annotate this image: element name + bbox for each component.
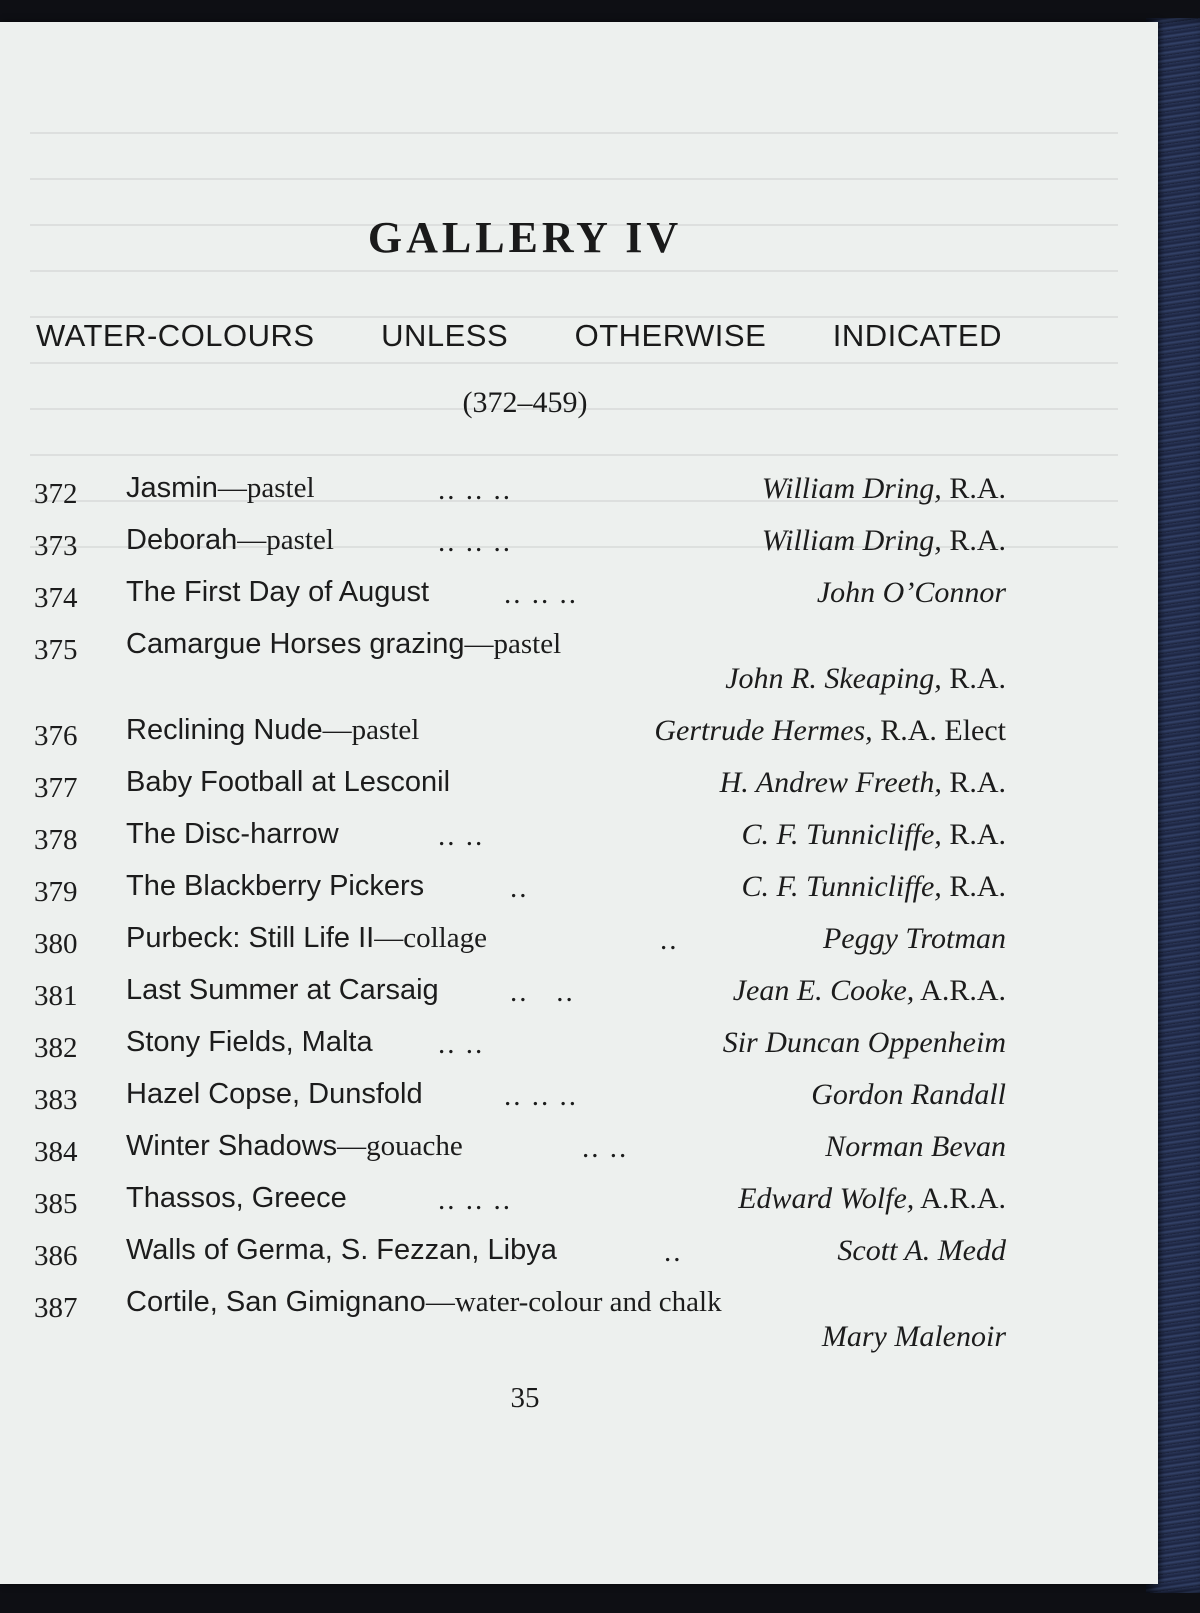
- entry-medium: —pastel: [464, 628, 562, 660]
- entry-number: 382: [34, 1032, 78, 1064]
- entry-artist: William Dring, R.A.: [761, 472, 1006, 505]
- leader-dots: .. .. ..: [438, 526, 512, 558]
- entry-artist: Scott A. Medd: [837, 1234, 1006, 1267]
- leader-dots: .. .. ..: [438, 1184, 512, 1216]
- entry-artist: C. F. Tunnicliffe, R.A.: [741, 818, 1006, 851]
- entry-artist: John O’Connor: [816, 576, 1006, 609]
- entry-title: Cortile, San Gimignano—water-colour and chalk: [126, 1286, 722, 1318]
- catalogue-entry: [34, 1282, 1006, 1368]
- catalogue-entry: [34, 970, 1006, 1022]
- entry-artist: Sir Duncan Oppenheim: [722, 1026, 1006, 1059]
- leader-dots: .. .. ..: [438, 474, 512, 506]
- entry-number: 387: [34, 1292, 78, 1324]
- entry-title: Hazel Copse, Dunsfold: [126, 1078, 423, 1110]
- entry-title: Stony Fields, Malta: [126, 1026, 373, 1058]
- entry-title: Jasmin—pastel: [126, 472, 315, 504]
- entry-title: Walls of Germa, S. Fezzan, Libya: [126, 1234, 557, 1266]
- leader-dots: ..: [510, 872, 529, 904]
- gallery-title: GALLERY IV: [367, 213, 683, 262]
- entry-title: Last Summer at Carsaig: [126, 974, 439, 1006]
- catalogue-entry: [34, 1074, 1006, 1126]
- entry-number: 385: [34, 1188, 78, 1220]
- entry-title: Reclining Nude—pastel: [126, 714, 420, 746]
- catalogue-entry: [34, 624, 1006, 710]
- catalogue-range: (372–459): [462, 386, 588, 419]
- entry-artist: Norman Bevan: [825, 1130, 1006, 1163]
- entry-artist: William Dring, R.A.: [761, 524, 1006, 557]
- entry-title: The Disc-harrow: [126, 818, 339, 850]
- entry-title: Camargue Horses grazing—pastel: [126, 628, 562, 660]
- entry-medium: —pastel: [217, 472, 315, 504]
- catalogue-entry: [34, 814, 1006, 866]
- leader-dots: .. ..: [510, 976, 575, 1008]
- entry-artist: Jean E. Cooke, A.R.A.: [732, 974, 1006, 1007]
- entry-title: Deborah—pastel: [126, 524, 334, 556]
- leader-dots: .. ..: [438, 820, 485, 852]
- entry-artist: H. Andrew Freeth, R.A.: [719, 766, 1006, 799]
- section-subtitle: WATER-COLOURS UNLESS OTHERWISE INDICATED: [36, 318, 1002, 353]
- entry-number: 380: [34, 928, 78, 960]
- entry-number: 373: [34, 530, 78, 562]
- entry-title: Thassos, Greece: [126, 1182, 347, 1214]
- entry-number: 378: [34, 824, 78, 856]
- entry-number: 374: [34, 582, 78, 614]
- catalogue-entry: [34, 918, 1006, 970]
- catalogue-entry: [34, 762, 1006, 814]
- entry-artist: Edward Wolfe, A.R.A.: [738, 1182, 1006, 1215]
- entry-medium: —gouache: [337, 1130, 463, 1162]
- catalogue-entry: [34, 710, 1006, 762]
- entry-number: 377: [34, 772, 78, 804]
- entry-number: 376: [34, 720, 78, 752]
- entry-artist: Mary Malenoir: [821, 1320, 1006, 1353]
- entry-artist: Gertrude Hermes, R.A. Elect: [654, 714, 1006, 747]
- entry-number: 372: [34, 478, 78, 510]
- entry-title: The Blackberry Pickers: [126, 870, 425, 902]
- entry-medium: —pastel: [237, 524, 334, 556]
- entry-title: Baby Football at Lesconil: [126, 766, 451, 798]
- entry-artist: John R. Skeaping, R.A.: [725, 662, 1006, 695]
- entry-number: 384: [34, 1136, 78, 1168]
- catalogue-entry: [34, 468, 1006, 520]
- entry-title: Purbeck: Still Life II—collage: [126, 922, 487, 954]
- catalogue-entry: [34, 1178, 1006, 1230]
- leader-dots: .. ..: [438, 1028, 485, 1060]
- catalogue-entry: [34, 866, 1006, 918]
- entry-number: 383: [34, 1084, 78, 1116]
- entry-medium: —collage: [374, 922, 487, 954]
- entry-medium: —pastel: [322, 714, 420, 746]
- catalogue-entry: [34, 1022, 1006, 1074]
- entry-artist: Gordon Randall: [811, 1078, 1006, 1111]
- leader-dots: ..: [664, 1236, 683, 1268]
- entry-artist: Peggy Trotman: [822, 922, 1006, 955]
- catalogue-entry: [34, 572, 1006, 624]
- leader-dots: .. .. ..: [504, 578, 578, 610]
- page-number: 35: [510, 1382, 540, 1414]
- entry-number: 379: [34, 876, 78, 908]
- catalogue-entries: [34, 468, 1006, 1368]
- catalogue-entry: [34, 520, 1006, 572]
- catalogue-entry: [34, 1126, 1006, 1178]
- leader-dots: .. .. ..: [504, 1080, 578, 1112]
- entry-number: 381: [34, 980, 78, 1012]
- entry-number: 386: [34, 1240, 78, 1272]
- leader-dots: .. ..: [582, 1132, 629, 1164]
- catalogue-entry: [34, 1230, 1006, 1282]
- entry-number: 375: [34, 634, 78, 666]
- entry-artist: C. F. Tunnicliffe, R.A.: [741, 870, 1006, 903]
- entry-title: Winter Shadows—gouache: [126, 1130, 463, 1162]
- leader-dots: ..: [660, 924, 679, 956]
- catalogue-page: [0, 22, 1158, 1584]
- entry-title: The First Day of August: [126, 576, 430, 608]
- entry-medium: —water-colour and chalk: [425, 1286, 722, 1318]
